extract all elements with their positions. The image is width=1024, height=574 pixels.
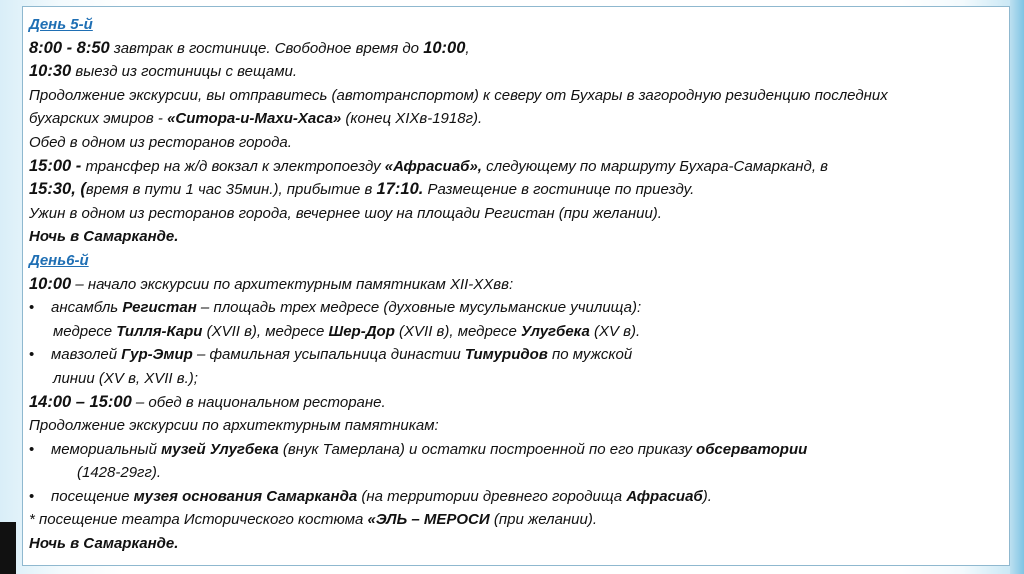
day5-line-8: Ужин в одном из ресторанов города, вечернее шоу на площади Регистан (при желании). — [29, 204, 662, 222]
day5-line-4: бухарских эмиров - «Ситора-и-Махи-Хаса» (конец XIXв-1918г). — [29, 110, 483, 128]
day6-line-4: * посещение театра Исторического костюма «ЭЛЬ – МЕРОСИ (при желании). — [29, 511, 598, 529]
day5-line-6: 15:00 - трансфер на ж/д вокзал к электропоезду «Афрасиаб», следующему по маршруту Бухара-Самарканд, в — [29, 156, 828, 175]
day6-bullet-3-cont: (1428-29гг). — [77, 464, 162, 482]
day6-line-2: 14:00 – 15:00 – обед в национальном ресторане. — [29, 392, 386, 411]
day6-heading-line — [29, 249, 1009, 273]
right-accent-bar — [1010, 0, 1024, 574]
bullet-icon: • — [29, 440, 35, 458]
day6-bullet-2-cont: линии (XV в, XVII в.); — [53, 369, 198, 387]
day6-line-1: 10:00 – начало экскурсии по архитектурным памятникам XII-XXвв: — [29, 274, 514, 293]
day5-heading: День 5-й — [29, 16, 93, 33]
day5-line-3: Продолжение экскурсии, вы отправитесь (автотранспортом) к северу от Бухары в загородную резиденцию последних — [29, 86, 888, 104]
day5-line-5: Обед в одном из ресторанов города. — [29, 133, 292, 151]
day6-line-3: Продолжение экскурсии по архитектурным памятникам: — [29, 417, 439, 435]
day5-line-2: 10:30 выезд из гостиницы с вещами. — [29, 62, 298, 81]
day5-line-1: 8:00 - 8:50 завтрак в гостинице. Свободное время до 10:00, — [29, 38, 470, 57]
day5-line-7: 15:30, (время в пути 1 час 35мин.), прибытие в 17:10. Размещение в гостинице по приезду. — [29, 180, 695, 199]
bullet-icon: • — [29, 346, 35, 364]
bullet-icon: • — [29, 299, 35, 317]
day6-bullet-3: • мемориальный музей Улугбека (внук Тамерлана) и остатки построенной по его приказу обсерватории — [29, 438, 1009, 462]
day5-heading-line — [29, 13, 1009, 37]
day5-night: Ночь в Самарканде. — [29, 228, 179, 246]
day6-bullet-1: • ансамбль Регистан – площадь трех медресе (духовные мусульманские училища): — [29, 296, 1009, 320]
day6-bullet-1-cont: медресе Тилля-Кари (XVII в), медресе Шер-Дор (XVII в), медресе Улугбека (XV в). — [53, 322, 641, 340]
corner-block — [0, 522, 16, 574]
itinerary-text-box — [22, 6, 1010, 566]
day6-bullet-4: • посещение музея основания Самарканда (на территории древнего городища Афрасиаб). — [29, 485, 1009, 509]
bullet-icon: • — [29, 487, 35, 505]
day6-night: Ночь в Самарканде. — [29, 535, 179, 553]
day6-heading: День6-й — [29, 251, 89, 269]
day6-bullet-2: • мавзолей Гур-Эмир – фамильная усыпальница династии Тимуридов по мужской — [29, 343, 1009, 367]
